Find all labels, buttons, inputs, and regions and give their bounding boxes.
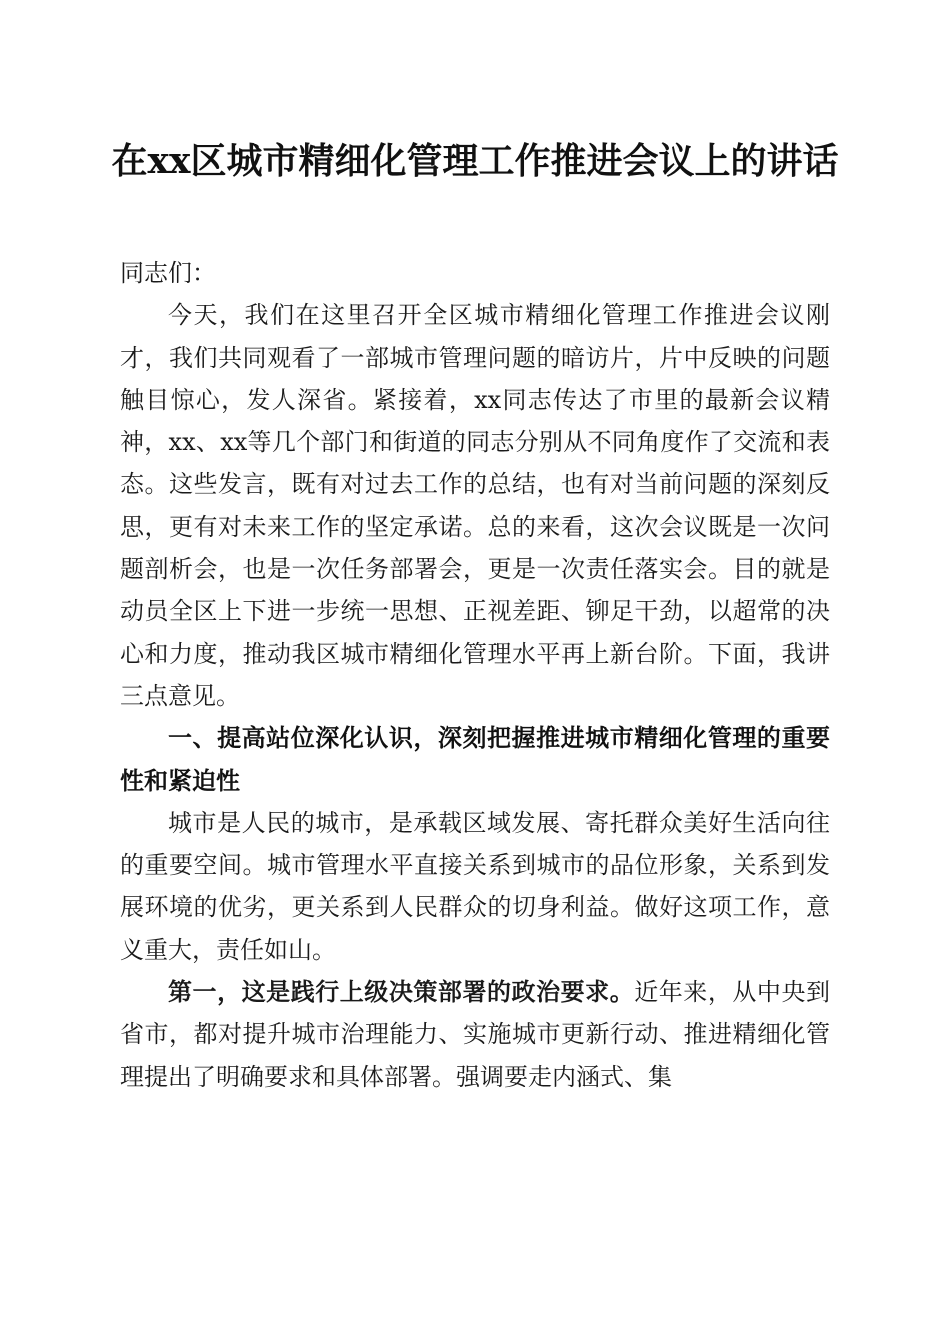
paragraph-city-importance: 城市是人民的城市，是承载区域发展、寄托群众美好生活向往的重要空间。城市管理水平直接关系到城市的品位形象，关系到发展环境的优劣，更关系到人民群众的切身利益。做好这项工作，意义重大，责任如山。 — [120, 808, 830, 964]
paragraph-point-one — [120, 971, 830, 1098]
paragraph-opening: 今天，我们在这里召开全区城市精细化管理工作推进会议刚才，我们共同观看了一部城市管理问题的暗访片，片中反映的问题触目惊心，发人深省。紧接着，xx同志传达了市里的最新会议精神，xx、xx等几个部门和街道的同志分别从不同角度作了交流和表态。这些发言，既有对过去工作的总结，也有对当前问题的深刻反思，更有对未来工作的坚定承诺。总的来看，这次会议既是一次问题剖析会，也是一次任务部署会，更是一次责任落实会。目的就是动员全区上下进一步统一思想、正视差距、铆足干劲，以超常的决心和力度，推动我区城市精细化管理水平再上新台阶。下面，我讲三点意见。 — [120, 301, 830, 710]
salutation: 同志们： — [120, 259, 216, 287]
section-heading-1: 一、提高站位深化认识，深刻把握推进城市精细化管理的重要性和紧迫性 — [120, 724, 830, 795]
document-body — [120, 252, 830, 1098]
point-one-text: 近年来，从中央到省市，都对提升城市治理能力、实施城市更新行动、推进精细化管理提出了明确要求和具体部署。强调要走内涵式、集 — [120, 978, 831, 1091]
point-one-lead: 第一，这是践行上级决策部署的政治要求。 — [168, 977, 635, 1007]
document-title: 在xx区城市精细化管理工作推进会议上的讲话 — [111, 140, 839, 182]
